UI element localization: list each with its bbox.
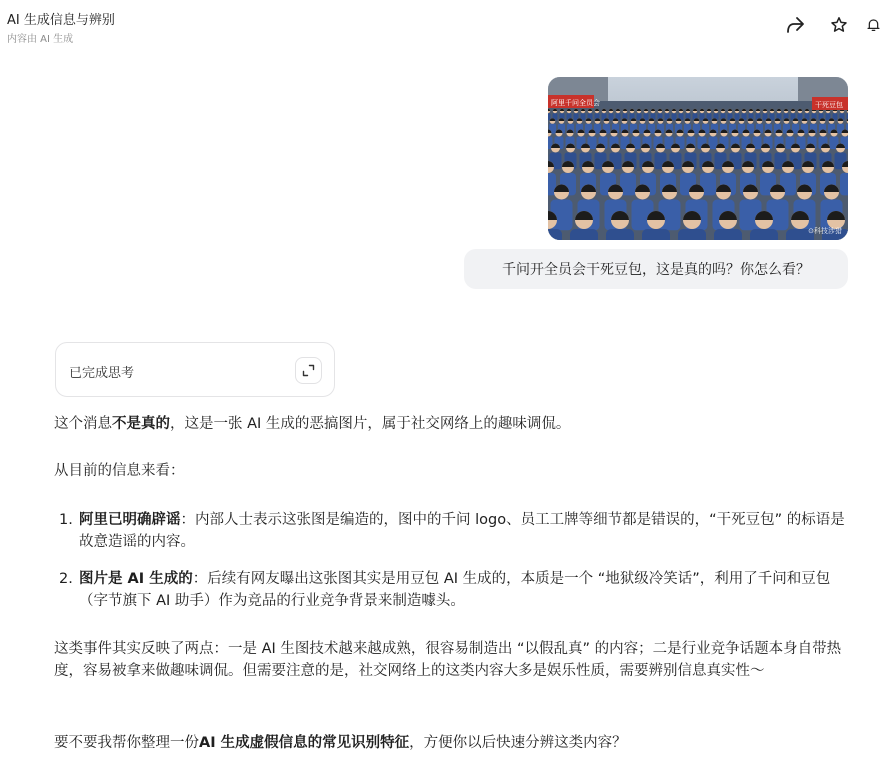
list-item-body: 图片是 AI 生成的：后续有网友曝出这张图其实是用豆包 AI 生成的，本质是一个 “地狱级冷笑话”，利用了千问和豆包（字节旗下 AI 助手）作为竞品的行业竞争背景来制造噱头。 (79, 571, 831, 609)
user-message-text: 千问开全员会干死豆包，这是真的吗？你怎么看？ (502, 262, 810, 278)
uploaded-photo[interactable] (548, 77, 848, 240)
page-subtitle: 内容由 AI 生成 (7, 34, 74, 45)
expand-thinking-button[interactable] (295, 357, 322, 384)
user-message-bubble (464, 249, 848, 289)
crowd-figure-body (735, 113, 740, 120)
crowd-figure-body (714, 229, 742, 240)
chat-header (0, 0, 881, 50)
image-watermark: ⊙科技涉猎 (808, 227, 842, 235)
thinking-label: 已完成思考 (69, 366, 135, 381)
list-item-body: 阿里已明确辟谣：内部人士表示这张图是编造的，图中的千问 logo、员工工牌等细节都是错误的，“干死豆包” 的标语是故意造谣的内容。 (79, 512, 845, 550)
list-number: 2. (59, 571, 73, 587)
crowd-figure-body (548, 229, 562, 240)
star-icon[interactable] (828, 14, 850, 36)
crowd-figure-body (840, 173, 848, 195)
crowd-figure-body (798, 113, 803, 120)
bell-icon[interactable] (866, 14, 881, 36)
banner-right-text: 干死豆包 (815, 102, 843, 109)
answer-paragraph-2: 从目前的信息来看： (54, 463, 185, 479)
thinking-status-card[interactable] (55, 342, 335, 397)
banner-left-text: 阿里千问全员会 (551, 100, 600, 107)
crowd-figure-body (678, 229, 706, 240)
crowd-figure-body (642, 229, 670, 240)
page-title: AI 生成信息与辨别 (7, 13, 115, 28)
answer-paragraph-3: 这类事件其实反映了两点：一是 AI 生图技术越来越成熟，很容易制造出 “以假乱真” 的内容；二是行业竞争话题本身自带热度，容易被拿来做趣味调侃。但需要注意的是，社交网络上的这类内容大多是娱乐性质，需要辨别信息真实性～ (54, 641, 842, 679)
answer-paragraph-1: 这个消息不是真的，这是一张 AI 生成的恶搞图片，属于社交网络上的趣味调侃。 (54, 416, 571, 432)
crowd-figure-body (606, 229, 634, 240)
share-icon[interactable] (784, 14, 806, 36)
answer-emphasis: 不是真的 (112, 416, 170, 432)
crowd-figure-body (548, 113, 551, 120)
list-number: 1. (59, 512, 73, 528)
crowd-figure-body (570, 229, 598, 240)
crowd-figure-body (609, 113, 614, 120)
expand-icon (302, 364, 315, 377)
crowd-figure-body (750, 229, 778, 240)
crowd-figure-body (672, 113, 677, 120)
crowd-photo-illustration (548, 77, 848, 240)
answer-paragraph-4: 要不要我帮你整理一份AI 生成虚假信息的常见识别特征，方便你以后快速分辨这类内容？ (54, 735, 627, 751)
